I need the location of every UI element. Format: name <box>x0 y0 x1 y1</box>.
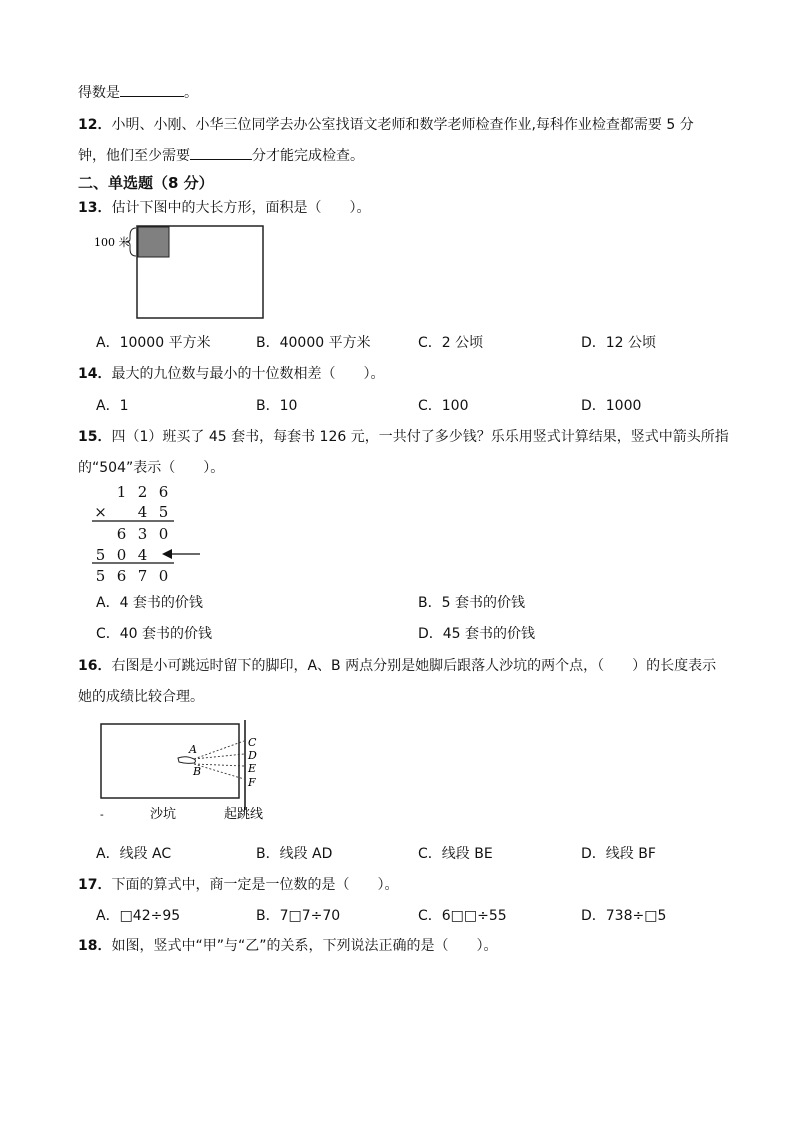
calc-row-1: 1 2 6 <box>116 483 169 501</box>
option-c[interactable]: C．100 <box>418 398 469 414</box>
line-label: 起跳线 <box>224 807 264 822</box>
option-b[interactable]: B．线段 AD <box>256 846 333 862</box>
calc-lines <box>88 518 208 588</box>
q12-line2: 钟，他们至少需要 分才能完成检查。 <box>78 148 364 164</box>
q15-line2: 的“504”表示（ ）。 <box>78 460 225 476</box>
dashed-line <box>194 764 244 779</box>
point-f: F <box>248 776 256 789</box>
calc-row-2: × 4 5 <box>94 503 169 521</box>
calc-row-3: 6 3 0 <box>116 525 169 543</box>
option-b[interactable]: B．5 套书的价钱 <box>418 595 525 611</box>
option-a[interactable]: A．线段 AC <box>96 846 172 862</box>
point-b: B <box>193 765 202 778</box>
q11-tail: 得数是 。 <box>78 85 198 101</box>
q18-stem: 18．如图，竖式中“甲”与“乙”的关系，下列说法正确的是（ ）。 <box>78 938 498 954</box>
dashed-line <box>194 764 244 766</box>
section-title: 二、单选题（8 分） <box>78 174 214 192</box>
option-c[interactable]: C．40 套书的价钱 <box>96 626 213 642</box>
option-a[interactable]: A．1 <box>96 398 129 414</box>
calc-row-5: 5 6 7 0 <box>95 567 169 585</box>
option-c[interactable]: C．线段 BE <box>418 846 493 862</box>
option-b[interactable]: B．10 <box>256 398 298 414</box>
small-square <box>138 227 169 257</box>
point-c: C <box>248 736 257 749</box>
q16-figure <box>94 718 284 826</box>
q15-line1: 15．四（1）班买了 45 套书，每套书 126 元，一共付了多少钱？乐乐用竖式计算结果，竖式中箭头所指 <box>78 429 729 445</box>
arrow-head-icon <box>162 549 172 559</box>
dashed-line <box>194 754 244 759</box>
footprint-icon <box>178 757 196 764</box>
option-d[interactable]: D．45 套书的价钱 <box>418 626 536 642</box>
point-a: A <box>189 743 197 756</box>
point-d: D <box>248 749 257 762</box>
q14-stem: 14．最大的九位数与最小的十位数相差（ ）。 <box>78 366 385 382</box>
option-a[interactable]: A．4 套书的价钱 <box>96 595 203 611</box>
pit-label: 沙坑 <box>150 807 177 822</box>
q13-stem: 13．估计下图中的大长方形，面积是（ ）。 <box>78 200 371 216</box>
sand-pit <box>101 724 239 798</box>
point-e: E <box>248 762 257 775</box>
q17-stem: 17．下面的算式中，商一定是一位数的是（ ）。 <box>78 877 399 893</box>
option-c[interactable]: C．6□□÷55 <box>418 908 507 924</box>
option-b[interactable]: B．40000 平方米 <box>256 335 371 351</box>
option-c[interactable]: C．2 公顷 <box>418 335 484 351</box>
option-b[interactable]: B．7□7÷70 <box>256 908 341 924</box>
calc-row-4: 5 0 4 <box>95 546 148 564</box>
q13-figure <box>92 222 272 322</box>
option-a[interactable]: A．□42÷95 <box>96 908 181 924</box>
option-d[interactable]: D．线段 BF <box>581 846 656 862</box>
q12-line1: 12．小明、小刚、小华三位同学去办公室找语文老师和数学老师检查作业,每科作业检查都需要 5 分 <box>78 117 694 133</box>
q16-line2: 她的成绩比较合理。 <box>78 689 204 705</box>
option-d[interactable]: D．738÷□5 <box>581 908 667 924</box>
option-d[interactable]: D．12 公顷 <box>581 335 657 351</box>
option-a[interactable]: A．10000 平方米 <box>96 335 211 351</box>
answer-blank[interactable] <box>120 96 184 97</box>
answer-blank[interactable] <box>190 159 252 160</box>
q16-line1: 16．右图是小可跳远时留下的脚印，A、B 两点分别是她脚后跟落人沙坑的两个点，（ ）的长度表示 <box>78 658 717 674</box>
fig-label: 100 米 <box>94 236 130 249</box>
dash-mark: - <box>100 808 104 821</box>
option-d[interactable]: D．1000 <box>581 398 642 414</box>
